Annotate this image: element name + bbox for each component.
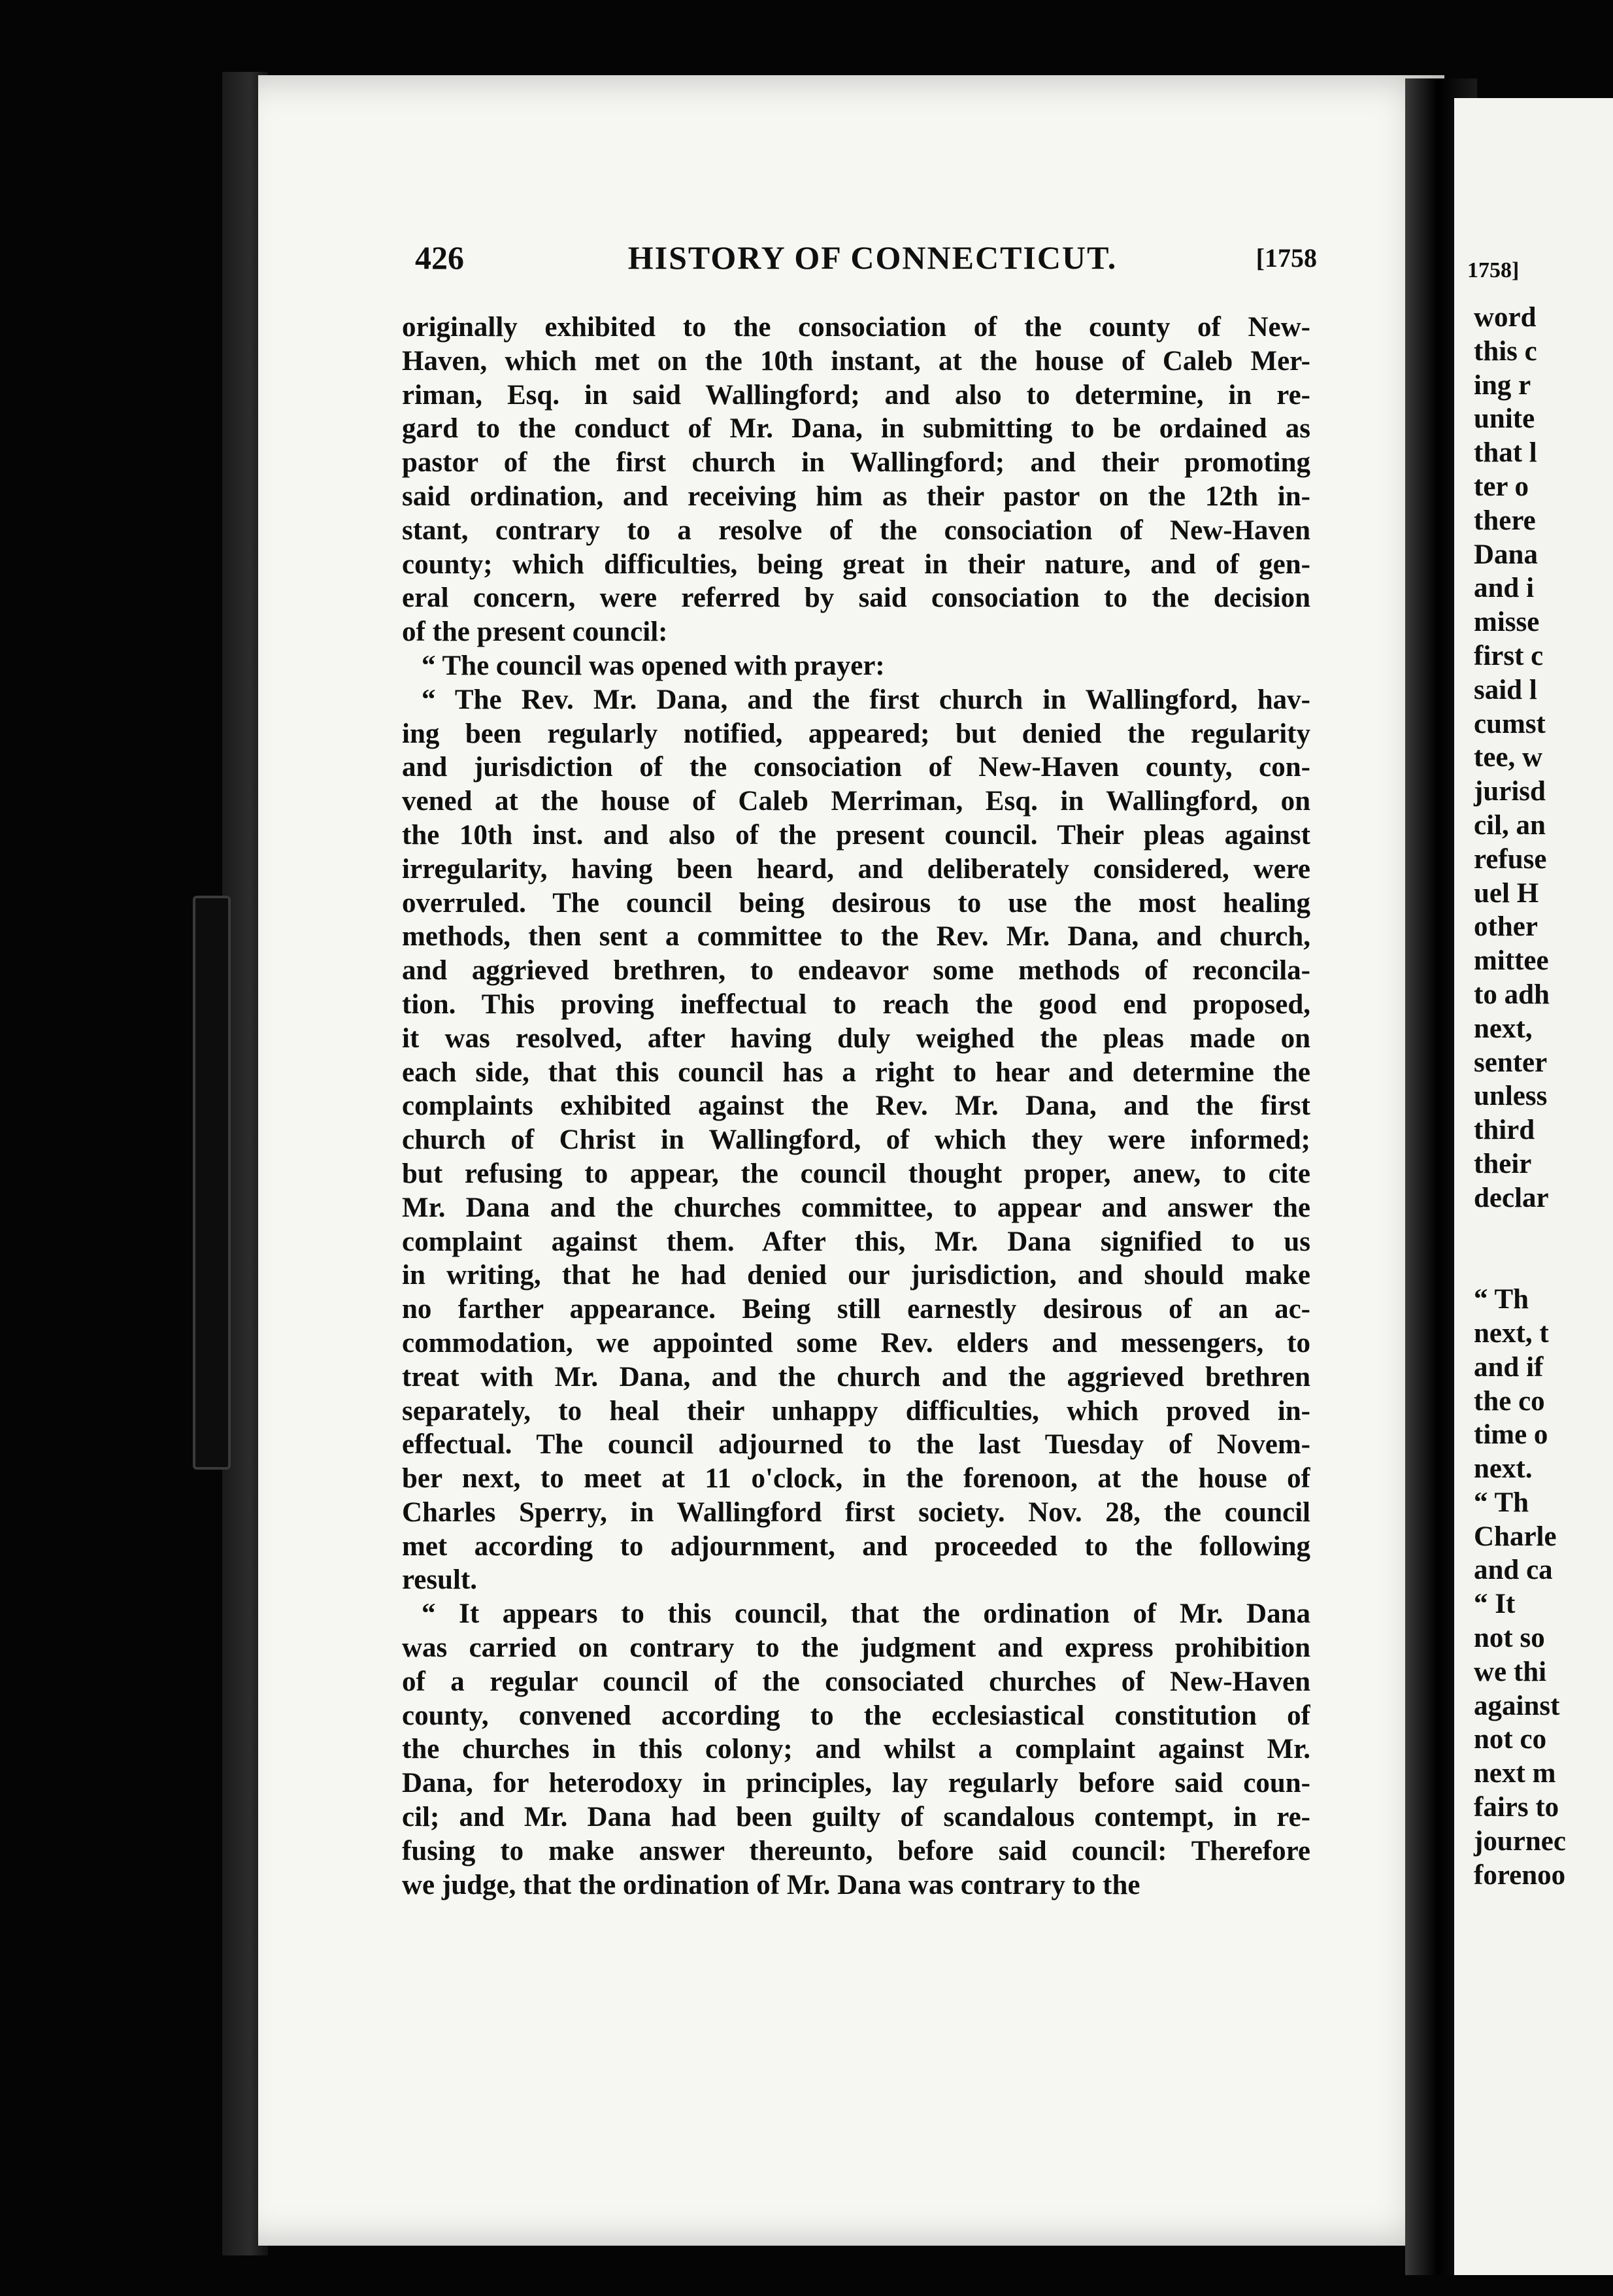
text-line: unite (1474, 403, 1535, 435)
text-line: and aggrieved brethren, to endeavor some methods of reconcila- (402, 955, 1310, 987)
text-line: their (1474, 1148, 1532, 1179)
text-line: effectual. The council adjourned to the last Tuesday of Novem- (402, 1429, 1310, 1460)
text-line: originally exhibited to the consociation of the county of New- (402, 312, 1310, 343)
text-line: cil, an (1474, 809, 1546, 841)
text-line: complaint against them. After this, Mr. Dana signified to us (402, 1226, 1310, 1257)
text-line: third (1474, 1115, 1535, 1146)
text-line: of the present council: (402, 616, 668, 648)
text-line: not co (1474, 1724, 1547, 1755)
text-line: Charle (1474, 1521, 1557, 1552)
text-line: “ The council was opened with prayer: (422, 650, 885, 681)
text-line: it was resolved, after having duly weighed the pleas made on (402, 1022, 1310, 1054)
text-line: misse (1474, 607, 1540, 638)
text-line: jurisd (1474, 776, 1546, 807)
text-line: journec (1474, 1825, 1566, 1857)
text-line: word (1474, 302, 1537, 333)
running-title: HISTORY OF CONNECTICUT. (627, 239, 1118, 276)
text-line: methods, then sent a committee to the Rev. Mr. Dana, and church, (402, 921, 1310, 953)
text-line: no farther appearance. Being still earnestly desirous of an ac- (402, 1294, 1310, 1325)
page-number: 426 (415, 239, 464, 276)
right-year-marker: 1758] (1467, 258, 1520, 282)
text-line: in writing, that he had denied our jurisdiction, and should make (402, 1260, 1310, 1291)
text-line: against (1474, 1690, 1560, 1721)
text-line: the churches in this colony; and whilst a complaint against Mr. (402, 1734, 1310, 1765)
text-line: not so (1474, 1623, 1545, 1654)
text-line: pastor of the first church in Wallingford; and their promoting (402, 447, 1310, 479)
text-line: riman, Esq. in said Wallingford; and also to determine, in re- (402, 379, 1310, 411)
text-line: there (1474, 505, 1536, 536)
text-line: next, (1474, 1013, 1533, 1044)
text-line: “ It appears to this council, that the ordination of Mr. Dana (422, 1598, 1310, 1630)
text-line: said ordination, and receiving him as their pastor on the 12th in- (402, 481, 1310, 512)
text-line: the co (1474, 1385, 1545, 1417)
text-line: each side, that this council has a right to hear and determine the (402, 1056, 1310, 1088)
text-line: commodation, we appointed some Rev. elders and messengers, to (402, 1327, 1310, 1359)
text-line: senter (1474, 1047, 1548, 1078)
text-line: Dana (1474, 539, 1538, 570)
text-line: Mr. Dana and the churches committee, to appear and answer the (402, 1192, 1310, 1223)
running-head (415, 239, 1317, 291)
text-line: said l (1474, 674, 1537, 705)
text-line: fusing to make answer thereunto, before said council: Therefore (402, 1835, 1310, 1866)
text-line: separately, to heal their unhappy difficulties, which proved in- (402, 1395, 1310, 1427)
text-line: we judge, that the ordination of Mr. Dana was contrary to the (402, 1869, 1140, 1900)
text-line: declar (1474, 1182, 1549, 1213)
text-line: “ Th (1474, 1487, 1529, 1518)
text-line: next m (1474, 1758, 1556, 1789)
text-line: next, t (1474, 1317, 1549, 1349)
text-line: that l (1474, 437, 1537, 469)
text-line: ing r (1474, 369, 1531, 401)
text-line: ber next, to meet at 11 o'clock, in the forenoon, at the house of (402, 1463, 1310, 1494)
text-line: and ca (1474, 1555, 1553, 1586)
text-line: cil; and Mr. Dana had been guilty of scandalous contempt, in re- (402, 1802, 1310, 1833)
text-line: eral concern, were referred by said consociation to the decision (402, 582, 1310, 614)
text-line: county, convened according to the ecclesiastical constitution of (402, 1700, 1310, 1731)
text-line: Haven, which met on the 10th instant, at the house of Caleb Mer- (402, 345, 1310, 377)
text-line: treat with Mr. Dana, and the church and the aggrieved brethren (402, 1361, 1310, 1393)
text-line: other (1474, 911, 1538, 943)
text-line: result. (402, 1564, 478, 1596)
right-body-text (1474, 301, 1613, 1892)
text-line: “ It (1474, 1589, 1516, 1620)
text-line: county; which difficulties, being great in their nature, and of gen- (402, 549, 1310, 580)
text-line: refuse (1474, 843, 1547, 875)
text-line: uel H (1474, 877, 1539, 909)
text-line: “ Th (1474, 1284, 1529, 1315)
text-line: to adh (1474, 979, 1550, 1010)
text-line: ing been regularly notified, appeared; but denied the regularity (402, 718, 1310, 749)
year-marker: [1758 (1255, 243, 1317, 273)
text-line: but refusing to appear, the council thought proper, anew, to cite (402, 1158, 1310, 1189)
text-line: fairs to (1474, 1792, 1559, 1823)
text-line: and i (1474, 573, 1535, 604)
text-line: was carried on contrary to the judgment and express prohibition (402, 1632, 1310, 1664)
text-line: the 10th inst. and also of the present council. Their pleas against (402, 819, 1310, 851)
left-page (258, 75, 1444, 2246)
text-line (1474, 1249, 1613, 1283)
text-line: complaints exhibited against the Rev. Mr. Dana, and the first (402, 1090, 1310, 1122)
text-line: met according to adjournment, and proceeded to the following (402, 1530, 1310, 1562)
text-line: tee, w (1474, 742, 1543, 773)
text-line: gard to the conduct of Mr. Dana, in submitting to be ordained as (402, 413, 1310, 445)
text-line: next. (1474, 1453, 1533, 1485)
binding-mark (193, 896, 231, 1470)
text-line: overruled. The council being desirous to use the most healing (402, 887, 1310, 919)
text-line: vened at the house of Caleb Merriman, Esq. in Wallingford, on (402, 786, 1310, 817)
text-line: forenoo (1474, 1859, 1566, 1891)
text-line: cumst (1474, 708, 1546, 739)
text-line (1474, 1215, 1613, 1249)
text-line: and if (1474, 1351, 1544, 1383)
text-line: stant, contrary to a resolve of the consociation of New-Haven (402, 515, 1310, 546)
text-line: unless (1474, 1081, 1548, 1112)
text-line: church of Christ in Wallingford, of which they were informed; (402, 1124, 1310, 1156)
text-line: and jurisdiction of the consociation of New-Haven county, con- (402, 752, 1310, 783)
text-line: mittee (1474, 945, 1549, 977)
text-line: time o (1474, 1419, 1548, 1451)
text-line: ter o (1474, 471, 1529, 502)
body-text (402, 311, 1310, 1902)
text-line: we thi (1474, 1656, 1547, 1687)
right-page (1454, 98, 1613, 2275)
text-line: “ The Rev. Mr. Dana, and the first church in Wallingford, hav- (422, 684, 1310, 715)
text-line: tion. This proving ineffectual to reach the good end proposed, (402, 988, 1310, 1020)
text-line: irregularity, having been heard, and deliberately considered, were (402, 853, 1310, 885)
text-line: this c (1474, 335, 1537, 367)
text-line: Charles Sperry, in Wallingford first society. Nov. 28, the council (402, 1496, 1310, 1528)
text-line: first c (1474, 640, 1544, 671)
text-line: of a regular council of the consociated churches of New-Haven (402, 1666, 1310, 1697)
text-line: Dana, for heterodoxy in principles, lay regularly before said coun- (402, 1768, 1310, 1799)
